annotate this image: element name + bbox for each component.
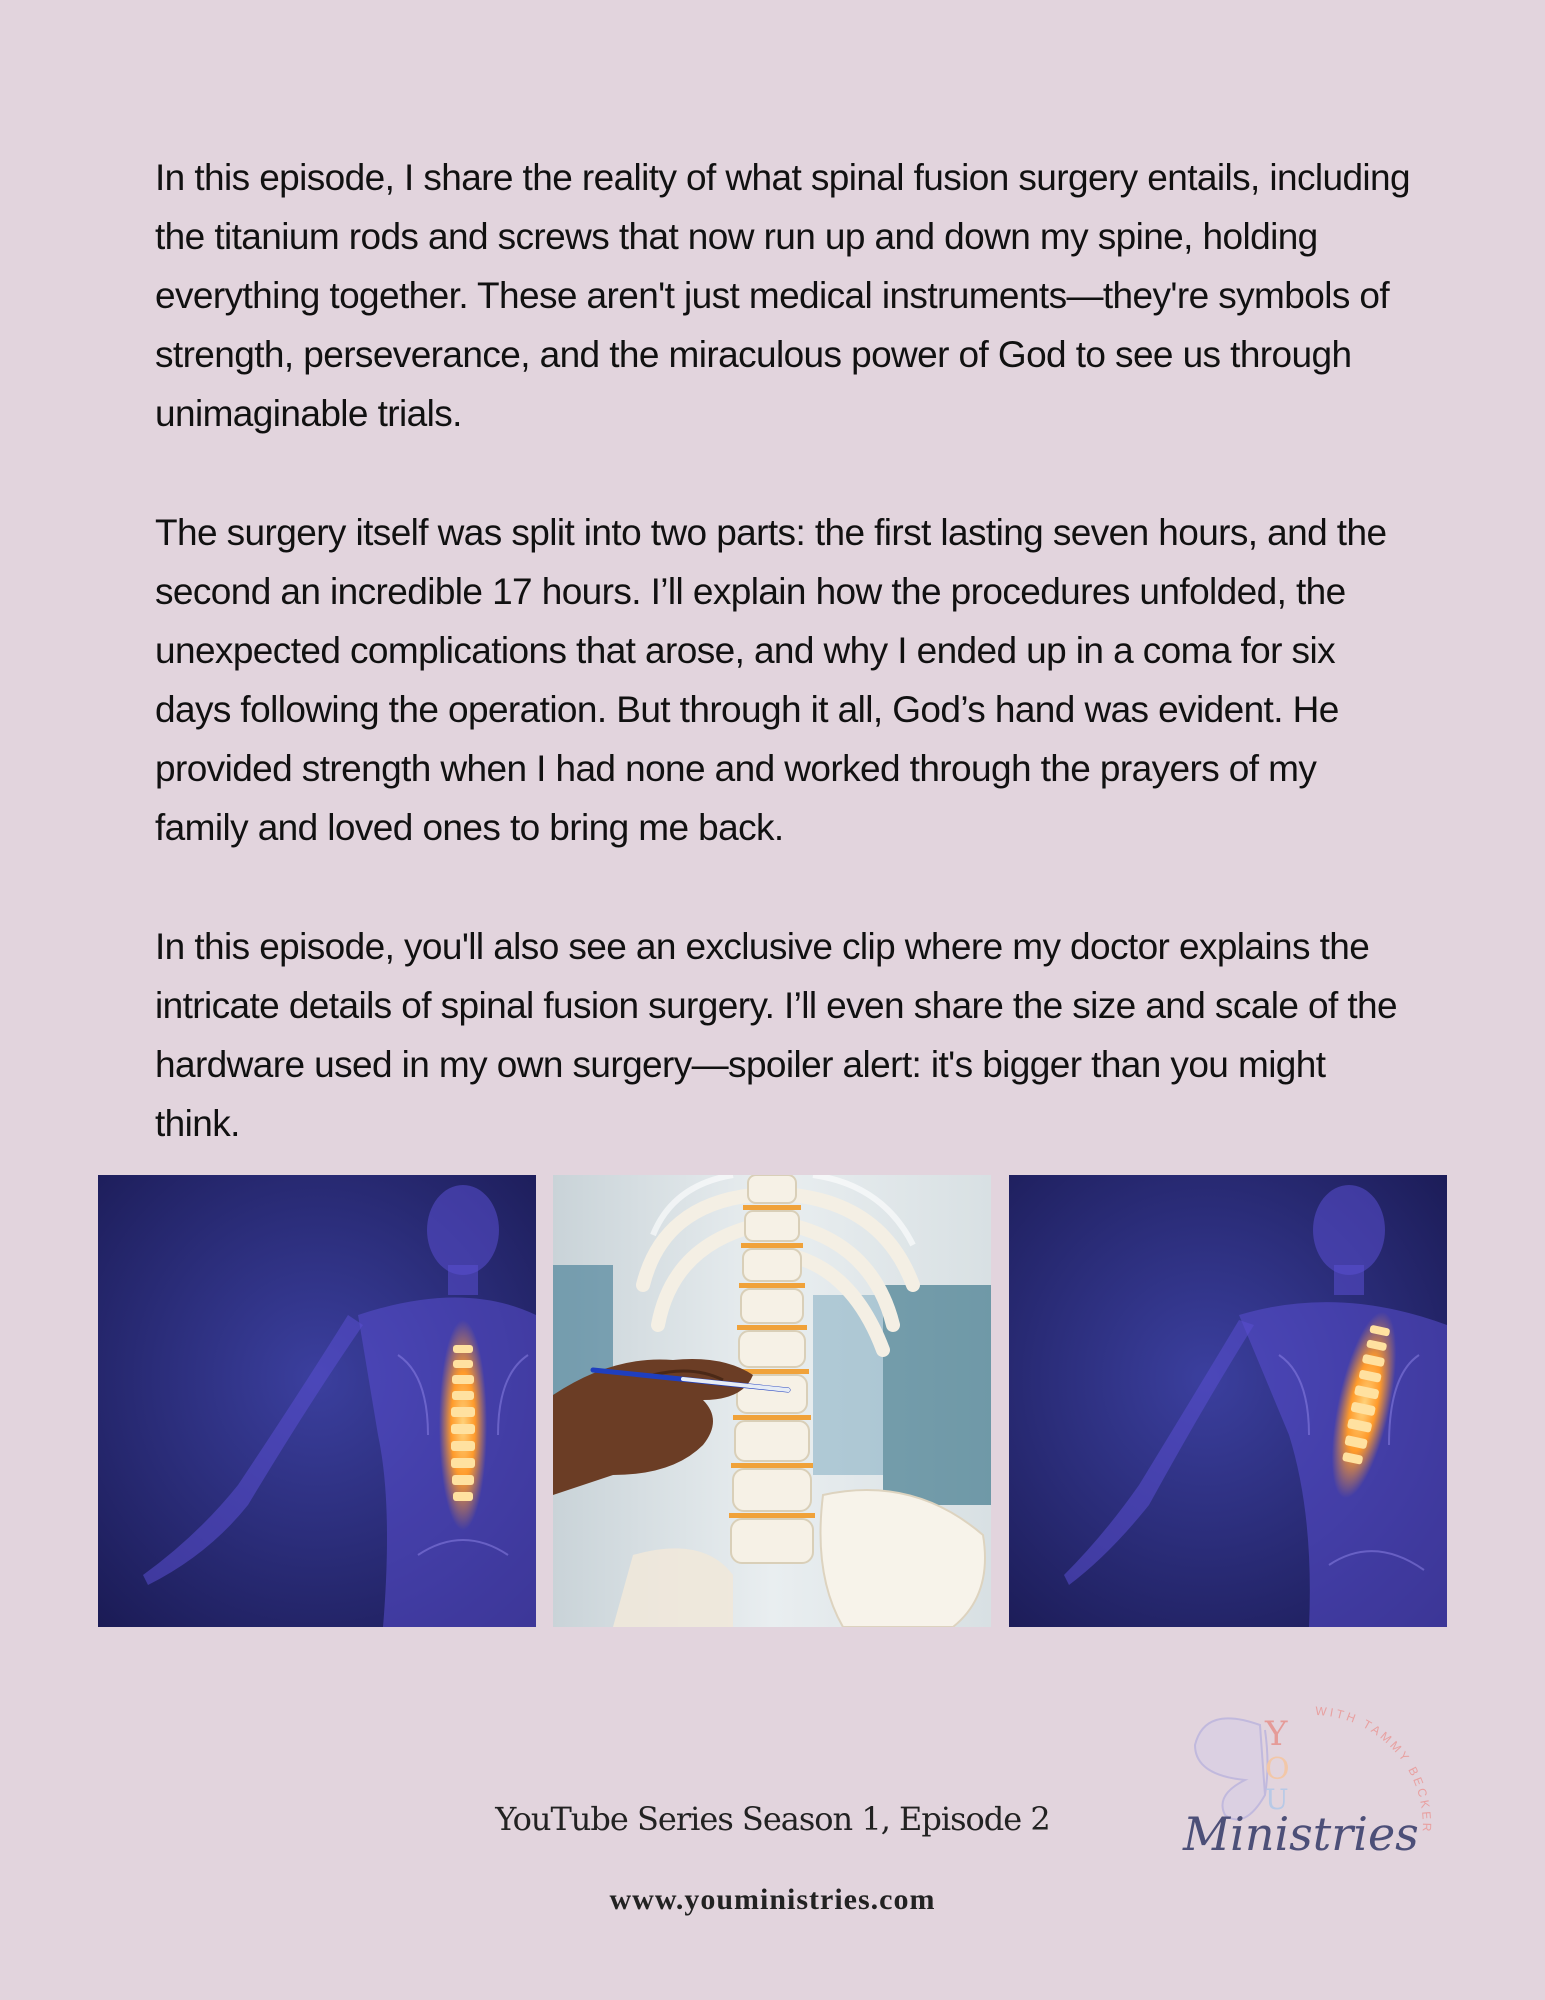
spine-model-photo bbox=[553, 1175, 991, 1627]
spine-xray-photo-side bbox=[1009, 1175, 1447, 1627]
logo-letter-o: O bbox=[1265, 1752, 1290, 1787]
photo-strip bbox=[98, 1175, 1447, 1627]
series-caption: YouTube Series Season 1, Episode 2 bbox=[495, 1800, 1050, 1838]
paragraph-3: In this episode, you'll also see an exclusive clip where my doctor explains the intricate details of spinal fusion surgery. I’ll even share the size and scale of the hardware used in my own surgery—spoiler alert: it's bigger than you might think. bbox=[155, 926, 1397, 1144]
logo-arc-text: WITH TAMMY BECKER bbox=[1314, 1703, 1434, 1835]
article-body bbox=[155, 148, 1415, 1213]
butterfly-icon bbox=[1195, 1718, 1268, 1819]
website-url[interactable]: www.youministries.com bbox=[609, 1883, 936, 1916]
logo-letter-y: Y bbox=[1265, 1714, 1288, 1754]
paragraph-2: The surgery itself was split into two parts: the first lasting seven hours, and the second an incredible 17 hours. I’ll explain how the procedures unfolded, the unexpected complications that arose, and why I ended up in a coma for six days following the operation. But through it all, God’s hand was evident. He provided strength when I had none and worked through the prayers of my family and loved ones to bring me back. bbox=[155, 512, 1387, 848]
spine-xray-photo-back bbox=[98, 1175, 536, 1627]
logo-wordmark: Ministries bbox=[1183, 1807, 1419, 1861]
you-ministries-logo bbox=[1165, 1685, 1465, 1925]
paragraph-1: In this episode, I share the reality of what spinal fusion surgery entails, including the titanium rods and screws that now run up and down my spine, holding everything together. These aren't just medical instruments—they're symbols of strength, perseverance, and the miraculous power of God to see us through unimaginable trials. bbox=[155, 157, 1411, 434]
logo-letter-u: U bbox=[1265, 1783, 1289, 1816]
